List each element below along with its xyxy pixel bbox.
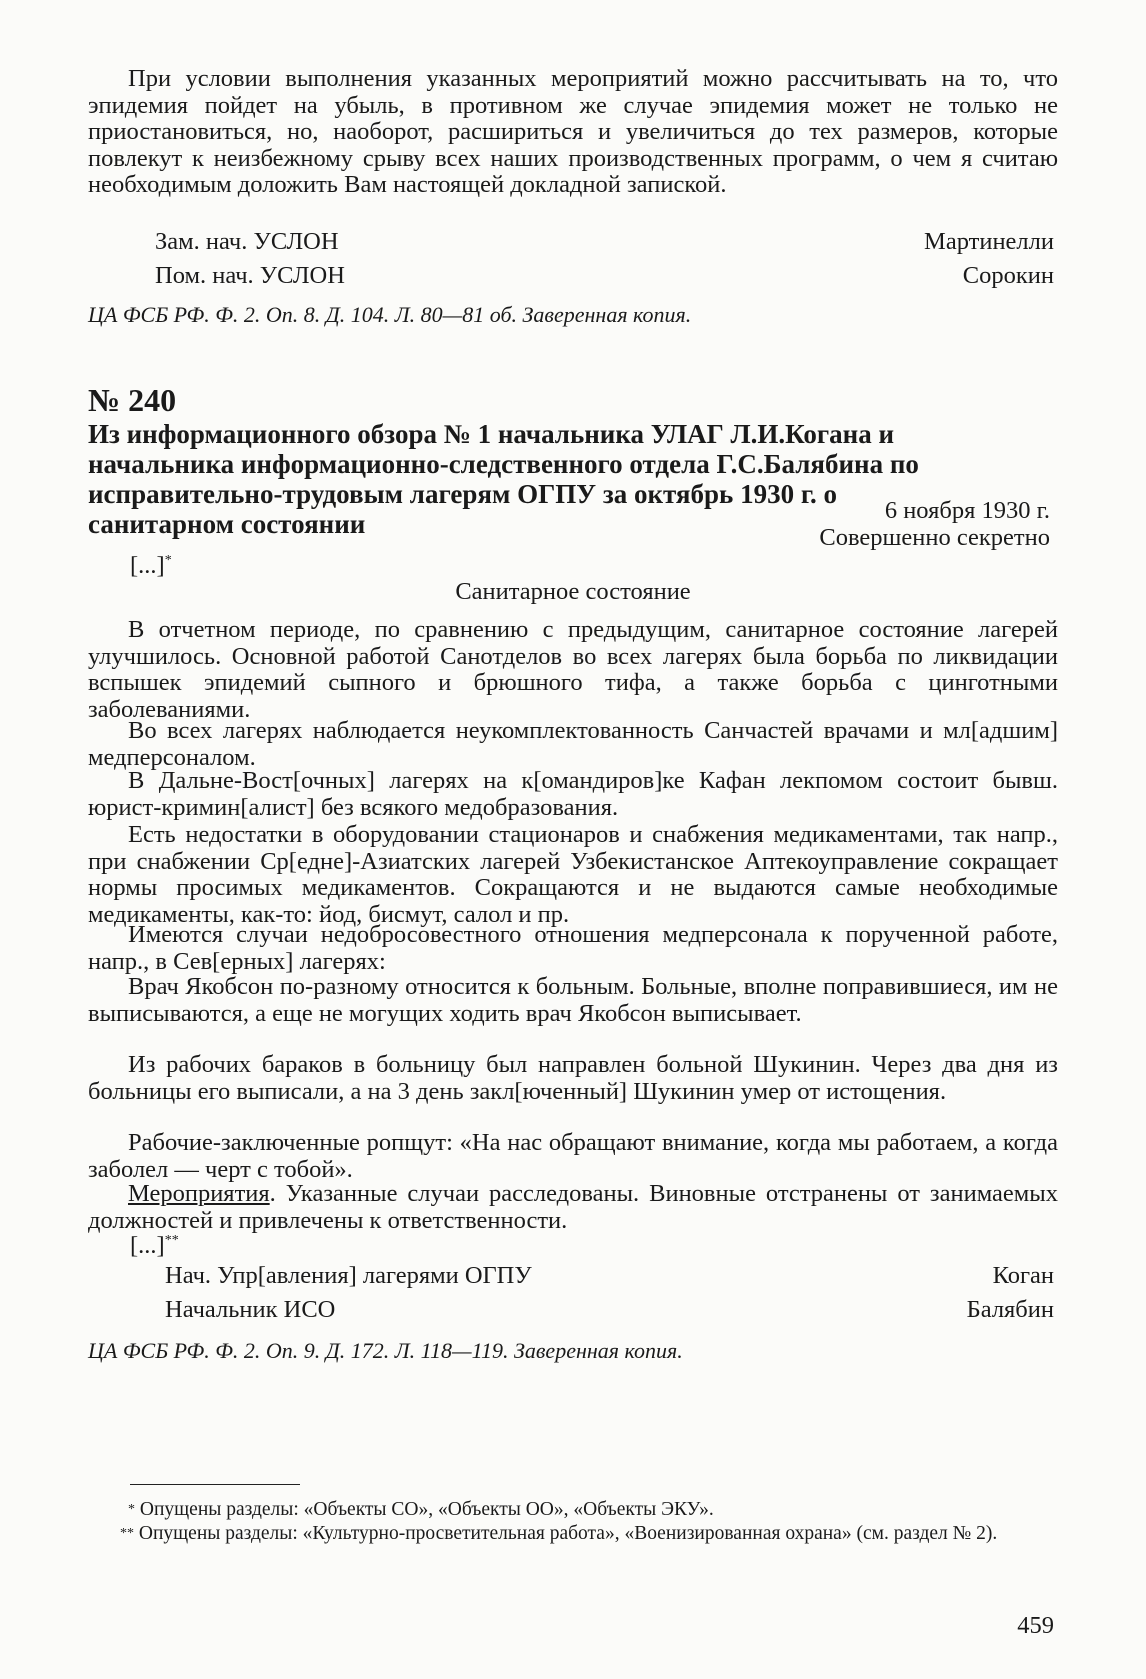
- body-paragraph-1: В отчетном периоде, по сравнению с предыдущим, санитарное состояние лагерей улучшилось. Основной работой Санотделов во всех лагерях была борьба по ликвидации вспышек эпидемий сыпного и брюшного тифа, а также борьба с цинготными заболеваниями.: [88, 616, 1058, 723]
- signature-position-4: Начальник ИСО: [165, 1296, 336, 1323]
- body-paragraph-8: Рабочие-заключенные ропщут: «На нас обращают внимание, когда мы работаем, а когда заболел — черт с тобой».: [88, 1129, 1058, 1183]
- signature-name-2: Сорокин: [962, 262, 1054, 289]
- classification: Совершенно секретно: [819, 524, 1050, 551]
- archive-source-bottom: ЦА ФСБ РФ. Ф. 2. Оп. 9. Д. 172. Л. 118—119. Заверенная копия.: [88, 1338, 683, 1363]
- signature-position-3: Нач. Упр[авления] лагерями ОГПУ: [165, 1262, 532, 1289]
- omission-marker-2: [...]**: [130, 1232, 179, 1259]
- footnote-1: * Опущены разделы: «Объекты СО», «Объекты ОО», «Объекты ЭКУ».: [128, 1499, 714, 1520]
- page-number: 459: [1017, 1612, 1054, 1639]
- measures-paragraph: [88, 1181, 1058, 1234]
- body-paragraph-5: Имеются случаи недобросовестного отношения медперсонала к порученной работе, напр., в Сев[ерных] лагерях:: [88, 921, 1058, 975]
- signature-position-2: Пом. нач. УСЛОН: [155, 262, 345, 289]
- intro-paragraph: При условии выполнения указанных мероприятий можно рассчитывать на то, что эпидемия пойдет на убыль, в противном же случае эпидемия может не только не приостановиться, но, наоборот, расшириться и увеличиться до тех размеров, которые повлекут к неизбежному срыву всех наших производственных программ, о чем я считаю необходимым доложить Вам настоящей докладной запиской.: [88, 65, 1058, 198]
- signature-name-3: Коган: [992, 1262, 1054, 1289]
- footnote-2: ** Опущены разделы: «Культурно-просветительная работа», «Военизированная охрана» (см. раздел № 2).: [120, 1523, 998, 1544]
- body-paragraph-6: Врач Якобсон по-разному относится к больным. Больные, вполне поправившиеся, им не выписываются, а еще не могущих ходить врач Якобсон выписывает.: [88, 973, 1058, 1027]
- signature-name-1: Мартинелли: [924, 228, 1054, 255]
- section-heading: Санитарное состояние: [455, 578, 691, 605]
- measures-text: . Указанные случаи расследованы. Виновные отстранены от занимаемых должностей и привлечены к ответственности.: [88, 1180, 1058, 1234]
- body-paragraph-4: Есть недостатки в оборудовании стационаров и снабжения медикаментами, так напр., при снабжении Ср[едне]-Азиатских лагерей Узбекистанское Аптекоуправление сокращает нормы просимых медикаментов. Сокращаются и не выдаются самые необходимые медикаменты, как-то: йод, бисмут, салол и пр.: [88, 821, 1058, 928]
- signature-name-4: Балябин: [966, 1296, 1054, 1323]
- archive-source-top: ЦА ФСБ РФ. Ф. 2. Оп. 8. Д. 104. Л. 80—81 об. Заверенная копия.: [88, 302, 692, 327]
- signature-position-1: Зам. нач. УСЛОН: [155, 228, 339, 255]
- body-paragraph-7: Из рабочих бараков в больницу был направлен больной Шукинин. Через два дня из больницы его выписали, а на 3 день закл[юченный] Шукинин умер от истощения.: [88, 1051, 1058, 1105]
- document-title: Из информационного обзора № 1 начальника УЛАГ Л.И.Когана и начальника информационно-следственного отдела Г.С.Балябина по исправительно-трудовым лагерям ОГПУ за октябрь 1930 г. о санитарном состоянии: [88, 419, 919, 539]
- document-date: 6 ноября 1930 г.: [884, 497, 1050, 524]
- footnote-divider: [130, 1484, 300, 1485]
- measures-label: Мероприятия: [128, 1180, 270, 1207]
- omission-marker-1: [...]*: [130, 552, 172, 579]
- document-number: № 240: [88, 382, 177, 418]
- body-paragraph-3: В Дальне-Вост[очных] лагерях на к[омандиров]ке Кафан лекпомом состоит бывш. юрист-кримин[алист] без всякого медобразования.: [88, 767, 1058, 821]
- body-paragraph-2: Во всех лагерях наблюдается неукомплектованность Санчастей врачами и мл[адшим] медперсоналом.: [88, 717, 1058, 771]
